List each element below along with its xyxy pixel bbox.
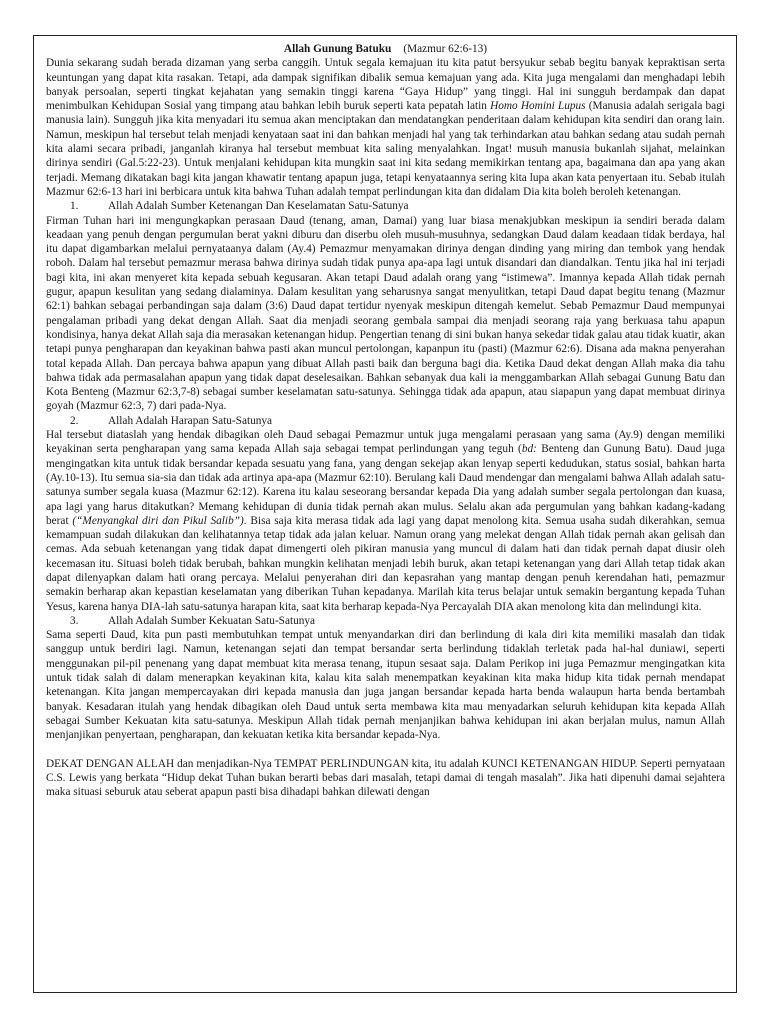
section-body-1: Firman Tuhan hari ini mengungkapkan perasaan Daud (tenang, aman, Damai) yang luar biasa menakjubkan meskipun ia sendiri berada dalam keadaan yang penuh dengan pergumulan berat yakni diburu dan diserbu oleh musuh-musuhnya, sedangkan Daud dalam keadaan tidak berdaya, hal itu dapat digambarkan melalui pernyataanya dalam (Ay.4) Pemazmur menyamakan dirinya dengan dinding yang miring dan tembok yang hendak roboh. Dalam hal tersebut pemazmur merasa bahwa dirinya sudah tidak punya apa-apa lagi untuk disandari dan diandalkan. Tentu jika hal ini terjadi bagi kita, ini akan menyeret kita kepada sebuah kegusaran. Akan tetapi Daud adalah orang yang “istimewa”. Imannya kepada Allah tidak pernah gugur, apapun kesulitan yang sedang dialaminya. Dalam kesulitan yang seharusnya sangat menyulitkan, tetapi Daud dapat begitu tenang (Mazmur 62:1) bahkan sebagai perbandingan saja dalam (3:6) Daud dapat tertidur nyenyak meskipun ditengah kemelut. Sebab Pemazmur Daud mempunyai pengalaman pribadi yang dekat dengan Allah. Saat dia menjadi seorang gembala sampai dia menjadi seorang raja yang berkuasa tahu apapun kondisinya, hanya dekat Allah saja dia merasakan ketenangan hidup. Pengertian tenang di sini bukan hanya sekedar tidak galau atau tidak kuatir, akan tetapi punya pengharapan dan keyakinan bahwa pasti akan muncul pertolongan, kapanpun itu (pasti) (Mazmur 62:6). Disana ada makna penyerahan total kepada Allah. Dan percaya bahwa apapun yang dibuat Allah pasti baik dan berguna bagi dia. Ketika Daud dekat dengan Allah maka dia tahu bahwa tidak ada permasalahan apapun yang tidak dapat deselesaikan. Bahkan sebanyak dua kali ia menggambarkan Allah sebagai Gunung Batu dan Kota Benteng (Mazmur 62:3,7-8) sebagai sumber keselamatan satu-satunya. Sehingga tidak ada apapun, atau siapapun yang dapat membuat dirinya goyah (Mazmur 62:3, 7) dari pada-Nya. bbox=[46, 214, 725, 413]
section-text: Benteng dan Gunung Batu). Daud juga mengingatkan kita untuk tidak bersandar kepada sesuatu yang fana, yang dengan sekejap akan lenyap seperti kedudukan, status sosial, bahkan harta (Ay.10-13). Itu semua sia-sia dan tidak ada artinya apa-apa (Mazmur 62:10). Berulang kali Daud mendengar dan mengalami bahwa Allah adalah satu-satunya sumber segala kuasa (Mazmur 62:12). Karena itu kalau seseorang bersandar kepada Dia yang adalah sumber segala pertolongan dan kuasa, apa lagi yang harus ditakutkan? Memang kehidupan di dunia tidak pernah akan mulus. Selalu akan ada pergumulan yang bahkan kadang-kadang berat bbox=[46, 443, 725, 527]
section-title: Allah Adalah Sumber Ketenangan Dan Keselamatan Satu-Satunya bbox=[108, 200, 409, 213]
document-title: Allah Gunung Batuku bbox=[283, 43, 392, 55]
paragraph-gap bbox=[46, 743, 725, 757]
document-header bbox=[46, 42, 725, 56]
document-page bbox=[33, 35, 737, 993]
section-heading-1 bbox=[46, 199, 725, 213]
latin-phrase: Homo Homini Lupus bbox=[490, 100, 586, 113]
abbreviation: bd: bbox=[521, 443, 537, 456]
intro-text-2: (Manusia adalah serigala bagi manusia lain). Sungguh jika kita menyadari itu semua akan menciptakan dan mendatangkan penderitaan dalam kehidupan kita sendiri dan orang lain. Namun, meskipun hal tersebut telah menjadi kenyataan saat ini dan bahkan menjadi hal yang tak terhindarkan atau bahkan sedang atau sudah pernah kita alami secara pribadi, janganlah kiranya hal tersebut membuat kita saling menyalahkan. Ingat! musuh manusia bukanlah sijahat, melainkan dirinya sendiri (Gal.5:22-23). Untuk menjalani kehidupan kita mungkin saat ini kita sedang memikirkan tentang apa, bagaimana dan apa yang akan terjadi. Memang dikatakan bagi kita jangan khawatir tentang apapun juga, tetapi kenyataannya sering kita lupa akan kata penyertaan itu. Sebab itulah Mazmur 62:6-13 hari ini berbicara untuk kita bahwa Tuhan adalah tempat perlindungan kita dan didalam Dia kita boleh beroleh ketenangan. bbox=[46, 100, 725, 198]
intro-text-1: Dunia sekarang sudah berada dizaman yang serba canggih. Untuk segala kemajuan itu kita patut bersyukur sebab begitu banyak kepraktisan serta keuntungan yang dapat kita rasakan. Tetapi, ada dampak signifikan dibalik semua kemajuan yang ada. Kita juga mengalami dan menghadapi lebih banyak persoalan, seperti tingkat kejahatan yang semakin tinggi karena “Gaya Hidup” yang tinggi. Hal ini sungguh berdampak dan dapat menimbulkan Kehidupan Sosial yang timpang atau bahkan lebih buruk seperti kata pepatah latin bbox=[46, 57, 725, 113]
section-number: 2. bbox=[70, 414, 79, 427]
section-body-2 bbox=[46, 428, 725, 614]
section-title: Allah Adalah Sumber Kekuatan Satu-Satunya bbox=[108, 614, 316, 627]
scripture-reference: (Mazmur 62:6-13) bbox=[403, 43, 488, 55]
section-number: 3. bbox=[70, 614, 79, 627]
section-body-3: Sama seperti Daud, kita pun pasti membutuhkan tempat untuk menyandarkan diri dan berlindung di kala diri kita memiliki masalah dan tidak sanggup untuk berdiri lagi. Namun, ketenangan sejati dan tempat bersandar serta berlindung tidaklah terletak pada hal-hal duniawi, seperti menggunakan pil-pil penenang yang dapat membuat kita merasa tenang, itupun sesaat saja. Dalam Perikop ini juga Pemazmur mengingatkan kita untuk tidak salah di dalam menerapkan keyakinan kita, kalau kita salah menempatkan keyakinan kita maka hidup kita tidak pernah mendapat ketenangan. Kita jangan mempercayakan diri kepada manusia dan juga jangan bersandar kepada harta benda walaupun harta benda bertambah banyak. Kesadaran itulah yang hendak dibagikan oleh Daud untuk serta membawa kita mau menyadarkan seluruh kehidupan kita kepada Allah sebagai Sumber Kekuatan kita satu-satunya. Meskipun Allah tidak pernah menjanjikan bahwa kehidupan ini akan berjalan mulus, namun Allah menjanjikan penyertaan, pengharapan, dan kekuatan ketika kita bersandar kepada-Nya. bbox=[46, 629, 725, 742]
section-heading-2 bbox=[46, 414, 725, 428]
closing-paragraph: DEKAT DENGAN ALLAH dan menjadikan-Nya TEMPAT PERLINDUNGAN kita, itu adalah KUNCI KETENANGAN HIDUP. Seperti pernyataan C.S. Lewis yang berkata “Hidup dekat Tuhan bukan berarti bebas dari masalah, tetapi damai di tengah masalah”. Jika hati dipenuhi damai sejahtera maka situasi seburuk atau seberat apapun pasti bisa dihadapi bahkan dilewati dengan bbox=[46, 757, 725, 799]
section-title: Allah Adalah Harapan Satu-Satunya bbox=[108, 414, 273, 427]
section-number: 1. bbox=[70, 200, 79, 213]
italic-quote: (“Menyangkal diri dan Pikul Salib”) bbox=[72, 514, 244, 527]
section-text: Hal tersebut diataslah yang hendak dibagikan oleh Daud sebagai Pemazmur untuk juga mengalami perasaan yang sama (Ay.9) dengan memiliki keyakinan serta pengharapan yang sama kepada Allah saja sebagai tempat perlindungan yang teguh ( bbox=[46, 429, 725, 456]
section-heading-3 bbox=[46, 614, 725, 628]
intro-paragraph bbox=[46, 56, 725, 199]
section-text: . Bisa saja kita merasa tidak ada lagi yang dapat menolong kita. Semua usaha sudah dikerahkan, semua kemampuan sudah dilakukan dan kelihatannya tetap tidak ada jalan keluar. Namun orang yang melekat dengan Allah tidak pernah akan gelisah dan cemas. Ada sebuah ketenangan yang tidak dapat dimengerti oleh pikiran manusia yang muncul di dalam hati dan tidak pernah dapat diusir oleh kecemasan itu. Situasi boleh tidak berubah, bahkan mungkin kelihatan menjadi lebih buruk, akan tetapi ketenangan yang dari Allah tetap tidak akan dapat dilenyapkan dalam hati orang percaya. Melalui penyerahan diri dan kepasrahan yang mantap dengan penuh kerendahan hati, pemazmur semakin berharap akan kepastian keselamatan yang diberikan Tuhan kepadanya. Marilah kita terus belajar untuk semakin bergantung kepada Tuhan Yesus, karena hanya DIA-lah satu-satunya harapan kita, saat kita berharap kepada-Nya Percayalah DIA akan menolong kita dan melindungi kita. bbox=[46, 514, 726, 613]
